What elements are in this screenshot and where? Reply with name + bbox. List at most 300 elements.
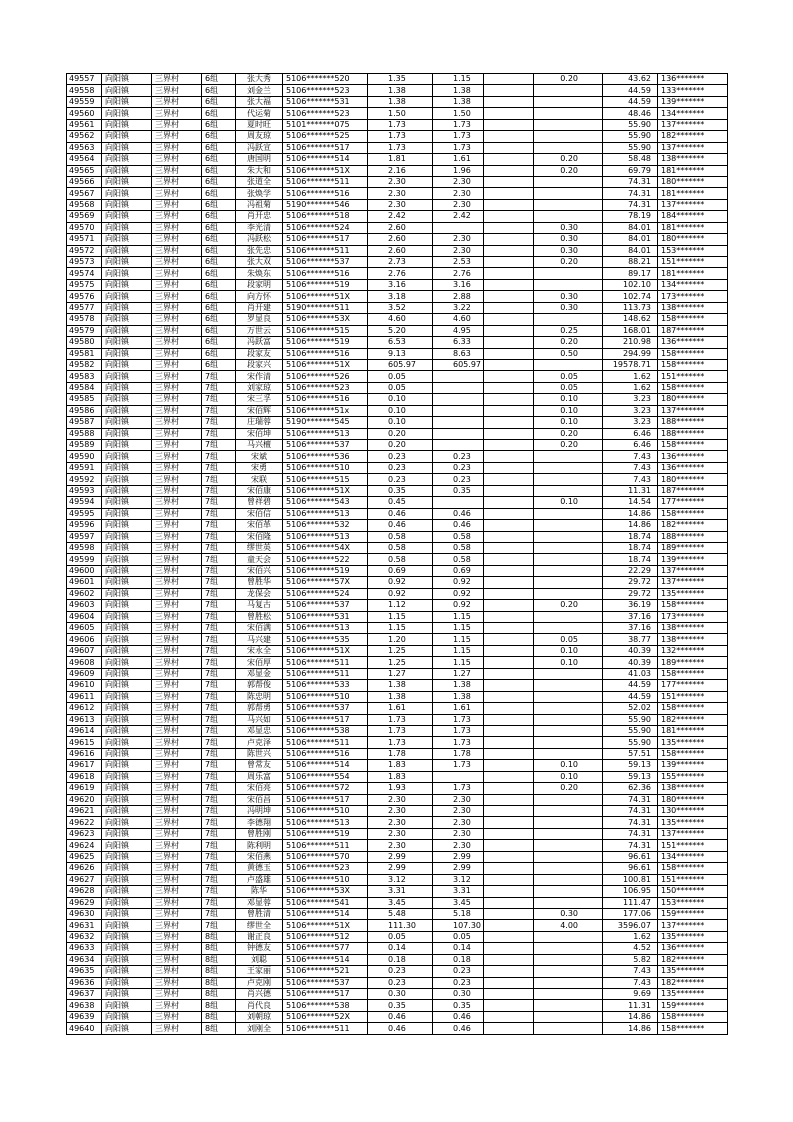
cell-row-id: 49622 <box>67 817 102 828</box>
cell-id-number: 5106*******523 <box>283 382 368 393</box>
cell-amount: 84.01 <box>603 245 658 256</box>
table-row <box>67 142 728 153</box>
cell-group: 6组 <box>202 119 236 130</box>
cell-id-number: 5106*******511 <box>283 668 368 679</box>
cell-area-a: 1.73 <box>433 131 484 142</box>
cell-group: 7组 <box>202 703 236 714</box>
cell-group: 6组 <box>202 348 236 359</box>
cell-id-number: 5190*******545 <box>283 417 368 428</box>
cell-note <box>484 520 534 531</box>
cell-row-id: 49581 <box>67 348 102 359</box>
cell-id-number: 5106*******516 <box>283 268 368 279</box>
cell-area-b <box>534 359 603 370</box>
cell-area-total: 4.60 <box>368 314 433 325</box>
cell-area-b <box>534 748 603 759</box>
cell-id-number: 5106*******515 <box>283 325 368 336</box>
cell-note <box>484 85 534 96</box>
cell-id-number: 5106*******51x <box>283 405 368 416</box>
cell-name: 肖开忠 <box>236 211 283 222</box>
cell-name: 刘聪 <box>236 954 283 965</box>
cell-area-a: 1.96 <box>433 165 484 176</box>
cell-village: 三界村 <box>152 840 202 851</box>
cell-phone: 188******* <box>658 417 728 428</box>
cell-phone: 137******* <box>658 828 728 839</box>
cell-amount: 100.81 <box>603 874 658 885</box>
cell-name: 李光清 <box>236 222 283 233</box>
cell-area-total: 0.14 <box>368 943 433 954</box>
cell-area-total: 2.99 <box>368 851 433 862</box>
cell-row-id: 49634 <box>67 954 102 965</box>
cell-amount: 84.01 <box>603 222 658 233</box>
cell-group: 7组 <box>202 428 236 439</box>
cell-name: 冯跃宣 <box>236 142 283 153</box>
cell-note <box>484 691 534 702</box>
cell-group: 7组 <box>202 840 236 851</box>
cell-town: 向阳镇 <box>102 943 152 954</box>
cell-town: 向阳镇 <box>102 760 152 771</box>
cell-amount: 96.61 <box>603 863 658 874</box>
table-row <box>67 908 728 919</box>
cell-area-a: 2.30 <box>433 828 484 839</box>
records-table <box>66 73 728 1035</box>
cell-name: 宋三孚 <box>236 394 283 405</box>
cell-area-total: 3.16 <box>368 279 433 290</box>
cell-area-a: 2.30 <box>433 199 484 210</box>
cell-area-b <box>534 611 603 622</box>
cell-village: 三界村 <box>152 417 202 428</box>
cell-area-a: 3.22 <box>433 302 484 313</box>
cell-name: 肖兴德 <box>236 989 283 1000</box>
cell-amount: 22.29 <box>603 565 658 576</box>
cell-amount: 55.90 <box>603 142 658 153</box>
cell-note <box>484 817 534 828</box>
table-row <box>67 611 728 622</box>
cell-group: 6组 <box>202 211 236 222</box>
cell-name: 张大福 <box>236 96 283 107</box>
cell-phone: 134******* <box>658 279 728 290</box>
cell-name: 马兴如 <box>236 714 283 725</box>
cell-area-b: 0.20 <box>534 783 603 794</box>
cell-phone: 151******* <box>658 840 728 851</box>
cell-note <box>484 828 534 839</box>
cell-name: 宋佰革 <box>236 520 283 531</box>
cell-amount: 62.36 <box>603 783 658 794</box>
cell-amount: 102.10 <box>603 279 658 290</box>
cell-id-number: 5106*******538 <box>283 1000 368 1011</box>
cell-group: 7组 <box>202 828 236 839</box>
cell-amount: 7.43 <box>603 474 658 485</box>
cell-amount: 5.82 <box>603 954 658 965</box>
cell-phone: 138******* <box>658 623 728 634</box>
cell-phone: 138******* <box>658 783 728 794</box>
cell-phone: 158******* <box>658 348 728 359</box>
cell-group: 7组 <box>202 794 236 805</box>
cell-row-id: 49628 <box>67 886 102 897</box>
cell-area-a: 0.35 <box>433 1000 484 1011</box>
table-row <box>67 188 728 199</box>
cell-area-a: 6.33 <box>433 337 484 348</box>
cell-town: 向阳镇 <box>102 565 152 576</box>
cell-area-a <box>433 771 484 782</box>
cell-town: 向阳镇 <box>102 542 152 553</box>
cell-area-b: 0.20 <box>534 440 603 451</box>
cell-id-number: 5106*******513 <box>283 817 368 828</box>
cell-group: 7组 <box>202 737 236 748</box>
cell-area-total: 1.25 <box>368 657 433 668</box>
cell-id-number: 5106*******525 <box>283 131 368 142</box>
cell-village: 三界村 <box>152 680 202 691</box>
cell-amount: 96.61 <box>603 851 658 862</box>
cell-note <box>484 74 534 85</box>
cell-area-b: 0.05 <box>534 371 603 382</box>
cell-group: 7组 <box>202 485 236 496</box>
cell-town: 向阳镇 <box>102 142 152 153</box>
cell-area-b <box>534 474 603 485</box>
cell-area-total: 0.58 <box>368 531 433 542</box>
cell-amount: 40.39 <box>603 645 658 656</box>
cell-row-id: 49602 <box>67 588 102 599</box>
cell-id-number: 5106*******514 <box>283 760 368 771</box>
cell-note <box>484 154 534 165</box>
cell-phone: 135******* <box>658 966 728 977</box>
cell-note <box>484 234 534 245</box>
cell-phone: 159******* <box>658 1000 728 1011</box>
cell-area-b: 0.20 <box>534 428 603 439</box>
cell-row-id: 49603 <box>67 600 102 611</box>
cell-id-number: 5106*******517 <box>283 989 368 1000</box>
cell-note <box>484 245 534 256</box>
cell-note <box>484 531 534 542</box>
cell-area-total: 1.15 <box>368 623 433 634</box>
cell-area-a: 1.73 <box>433 119 484 130</box>
cell-id-number: 5106*******517 <box>283 234 368 245</box>
cell-amount: 6.46 <box>603 428 658 439</box>
cell-area-a <box>433 440 484 451</box>
cell-area-b: 0.30 <box>534 908 603 919</box>
cell-town: 向阳镇 <box>102 828 152 839</box>
cell-row-id: 49616 <box>67 748 102 759</box>
cell-amount: 19578.71 <box>603 359 658 370</box>
table-row <box>67 725 728 736</box>
cell-area-b <box>534 142 603 153</box>
cell-phone: 135******* <box>658 737 728 748</box>
cell-town: 向阳镇 <box>102 577 152 588</box>
cell-group: 7组 <box>202 554 236 565</box>
cell-area-a: 4.60 <box>433 314 484 325</box>
cell-id-number: 5106*******523 <box>283 85 368 96</box>
cell-group: 7组 <box>202 714 236 725</box>
cell-group: 7组 <box>202 668 236 679</box>
cell-town: 向阳镇 <box>102 96 152 107</box>
cell-area-a <box>433 394 484 405</box>
cell-amount: 9.69 <box>603 989 658 1000</box>
cell-area-b: 0.20 <box>534 154 603 165</box>
cell-id-number: 5106*******511 <box>283 1023 368 1034</box>
cell-area-total: 1.38 <box>368 680 433 691</box>
cell-area-b <box>534 565 603 576</box>
cell-id-number: 5106*******517 <box>283 714 368 725</box>
table-row <box>67 394 728 405</box>
cell-area-a: 2.30 <box>433 817 484 828</box>
cell-amount: 55.90 <box>603 714 658 725</box>
cell-group: 6组 <box>202 199 236 210</box>
cell-village: 三界村 <box>152 348 202 359</box>
cell-note <box>484 737 534 748</box>
cell-area-b <box>534 96 603 107</box>
cell-name: 曾胜华 <box>236 577 283 588</box>
cell-town: 向阳镇 <box>102 886 152 897</box>
cell-area-total: 0.05 <box>368 931 433 942</box>
cell-row-id: 49617 <box>67 760 102 771</box>
cell-note <box>484 542 534 553</box>
cell-name: 宋联 <box>236 474 283 485</box>
table-row <box>67 314 728 325</box>
cell-row-id: 49605 <box>67 623 102 634</box>
cell-phone: 187******* <box>658 325 728 336</box>
table-row <box>67 462 728 473</box>
cell-note <box>484 440 534 451</box>
cell-area-a: 3.45 <box>433 897 484 908</box>
cell-name: 宋佰满 <box>236 623 283 634</box>
cell-village: 三界村 <box>152 451 202 462</box>
cell-row-id: 49584 <box>67 382 102 393</box>
cell-area-total: 2.30 <box>368 817 433 828</box>
cell-group: 7组 <box>202 760 236 771</box>
cell-town: 向阳镇 <box>102 794 152 805</box>
cell-phone: 138******* <box>658 154 728 165</box>
cell-village: 三界村 <box>152 531 202 542</box>
cell-amount: 48.46 <box>603 108 658 119</box>
cell-village: 三界村 <box>152 897 202 908</box>
cell-name: 邓显金 <box>236 668 283 679</box>
cell-phone: 134******* <box>658 108 728 119</box>
cell-row-id: 49573 <box>67 257 102 268</box>
cell-town: 向阳镇 <box>102 966 152 977</box>
cell-area-b <box>534 314 603 325</box>
cell-id-number: 5106*******570 <box>283 851 368 862</box>
cell-town: 向阳镇 <box>102 497 152 508</box>
cell-village: 三界村 <box>152 211 202 222</box>
cell-phone: 158******* <box>658 382 728 393</box>
cell-area-b <box>534 1011 603 1022</box>
cell-id-number: 5190*******511 <box>283 302 368 313</box>
cell-town: 向阳镇 <box>102 931 152 942</box>
cell-amount: 4.52 <box>603 943 658 954</box>
cell-area-total: 1.73 <box>368 725 433 736</box>
cell-row-id: 49578 <box>67 314 102 325</box>
cell-area-b <box>534 874 603 885</box>
cell-village: 三界村 <box>152 783 202 794</box>
cell-name: 宋佰康 <box>236 485 283 496</box>
cell-village: 三界村 <box>152 794 202 805</box>
cell-name: 庄瑞蓉 <box>236 417 283 428</box>
cell-town: 向阳镇 <box>102 989 152 1000</box>
table-row <box>67 131 728 142</box>
cell-village: 三界村 <box>152 886 202 897</box>
cell-group: 6组 <box>202 96 236 107</box>
cell-area-a: 1.73 <box>433 714 484 725</box>
cell-phone: 182******* <box>658 131 728 142</box>
cell-amount: 29.72 <box>603 577 658 588</box>
cell-area-a: 1.15 <box>433 645 484 656</box>
cell-group: 7组 <box>202 542 236 553</box>
cell-town: 向阳镇 <box>102 74 152 85</box>
cell-row-id: 49615 <box>67 737 102 748</box>
cell-name: 夏时旺 <box>236 119 283 130</box>
cell-id-number: 5106*******538 <box>283 725 368 736</box>
table-row <box>67 600 728 611</box>
cell-area-total: 0.20 <box>368 428 433 439</box>
cell-village: 三界村 <box>152 520 202 531</box>
cell-row-id: 49563 <box>67 142 102 153</box>
table-row <box>67 565 728 576</box>
cell-row-id: 49561 <box>67 119 102 130</box>
cell-group: 8组 <box>202 966 236 977</box>
cell-row-id: 49579 <box>67 325 102 336</box>
cell-id-number: 5190*******546 <box>283 199 368 210</box>
cell-town: 向阳镇 <box>102 714 152 725</box>
cell-amount: 168.01 <box>603 325 658 336</box>
cell-row-id: 49574 <box>67 268 102 279</box>
cell-village: 三界村 <box>152 85 202 96</box>
cell-phone: 158******* <box>658 440 728 451</box>
cell-note <box>484 840 534 851</box>
cell-area-b: 0.10 <box>534 417 603 428</box>
cell-area-b: 0.10 <box>534 497 603 508</box>
cell-amount: 74.31 <box>603 199 658 210</box>
cell-row-id: 49624 <box>67 840 102 851</box>
cell-area-b <box>534 989 603 1000</box>
cell-note <box>484 851 534 862</box>
cell-area-total: 0.23 <box>368 474 433 485</box>
table-row <box>67 485 728 496</box>
cell-area-a: 1.61 <box>433 154 484 165</box>
cell-area-total: 0.35 <box>368 1000 433 1011</box>
cell-id-number: 5106*******511 <box>283 245 368 256</box>
cell-area-b: 0.30 <box>534 222 603 233</box>
cell-area-b <box>534 462 603 473</box>
cell-name: 陈世兴 <box>236 748 283 759</box>
cell-area-b <box>534 485 603 496</box>
cell-group: 7组 <box>202 474 236 485</box>
cell-area-a: 8.63 <box>433 348 484 359</box>
cell-amount: 38.77 <box>603 634 658 645</box>
cell-row-id: 49586 <box>67 405 102 416</box>
cell-note <box>484 165 534 176</box>
cell-village: 三界村 <box>152 611 202 622</box>
cell-note <box>484 680 534 691</box>
cell-name: 万世云 <box>236 325 283 336</box>
cell-phone: 158******* <box>658 668 728 679</box>
cell-amount: 84.01 <box>603 234 658 245</box>
cell-name: 缪世全 <box>236 920 283 931</box>
cell-name: 段家兴 <box>236 359 283 370</box>
cell-village: 三界村 <box>152 474 202 485</box>
cell-town: 向阳镇 <box>102 634 152 645</box>
cell-name: 马兴建 <box>236 634 283 645</box>
cell-area-a: 1.73 <box>433 737 484 748</box>
table-row <box>67 977 728 988</box>
cell-town: 向阳镇 <box>102 920 152 931</box>
cell-area-b: 0.20 <box>534 165 603 176</box>
cell-area-total: 9.13 <box>368 348 433 359</box>
cell-town: 向阳镇 <box>102 257 152 268</box>
cell-area-a: 2.99 <box>433 851 484 862</box>
cell-phone: 158******* <box>658 748 728 759</box>
cell-name: 邓显蓉 <box>236 897 283 908</box>
cell-area-total: 2.99 <box>368 863 433 874</box>
cell-area-total: 1.38 <box>368 691 433 702</box>
cell-group: 7组 <box>202 588 236 599</box>
table-row <box>67 920 728 931</box>
cell-village: 三界村 <box>152 931 202 942</box>
cell-group: 7组 <box>202 417 236 428</box>
cell-village: 三界村 <box>152 600 202 611</box>
cell-town: 向阳镇 <box>102 85 152 96</box>
table-row <box>67 783 728 794</box>
cell-phone: 136******* <box>658 462 728 473</box>
cell-area-b <box>534 806 603 817</box>
cell-row-id: 49619 <box>67 783 102 794</box>
cell-row-id: 49577 <box>67 302 102 313</box>
cell-group: 7组 <box>202 783 236 794</box>
table-row <box>67 714 728 725</box>
cell-row-id: 49567 <box>67 188 102 199</box>
cell-id-number: 5106*******537 <box>283 600 368 611</box>
cell-note <box>484 268 534 279</box>
cell-area-a <box>433 405 484 416</box>
cell-note <box>484 188 534 199</box>
cell-area-b <box>534 588 603 599</box>
cell-area-total: 3.31 <box>368 886 433 897</box>
cell-area-a <box>433 497 484 508</box>
cell-town: 向阳镇 <box>102 222 152 233</box>
cell-group: 6组 <box>202 154 236 165</box>
cell-area-a <box>433 222 484 233</box>
cell-village: 三界村 <box>152 714 202 725</box>
cell-village: 三界村 <box>152 405 202 416</box>
cell-phone: 177******* <box>658 680 728 691</box>
cell-area-total: 6.53 <box>368 337 433 348</box>
cell-village: 三界村 <box>152 268 202 279</box>
cell-note <box>484 279 534 290</box>
cell-name: 朱大和 <box>236 165 283 176</box>
cell-id-number: 5106*******57X <box>283 577 368 588</box>
cell-phone: 136******* <box>658 74 728 85</box>
table-row <box>67 828 728 839</box>
cell-row-id: 49558 <box>67 85 102 96</box>
cell-amount: 55.90 <box>603 725 658 736</box>
cell-town: 向阳镇 <box>102 520 152 531</box>
cell-row-id: 49589 <box>67 440 102 451</box>
cell-id-number: 5106*******514 <box>283 954 368 965</box>
cell-phone: 158******* <box>658 1023 728 1034</box>
cell-group: 7组 <box>202 657 236 668</box>
cell-row-id: 49564 <box>67 154 102 165</box>
cell-amount: 89.17 <box>603 268 658 279</box>
cell-amount: 1.62 <box>603 931 658 942</box>
cell-row-id: 49596 <box>67 520 102 531</box>
cell-id-number: 5106*******519 <box>283 828 368 839</box>
cell-village: 三界村 <box>152 142 202 153</box>
cell-village: 三界村 <box>152 119 202 130</box>
cell-id-number: 5106*******517 <box>283 142 368 153</box>
cell-area-a: 0.18 <box>433 954 484 965</box>
cell-group: 7组 <box>202 565 236 576</box>
cell-amount: 74.31 <box>603 840 658 851</box>
cell-note <box>484 497 534 508</box>
cell-town: 向阳镇 <box>102 725 152 736</box>
